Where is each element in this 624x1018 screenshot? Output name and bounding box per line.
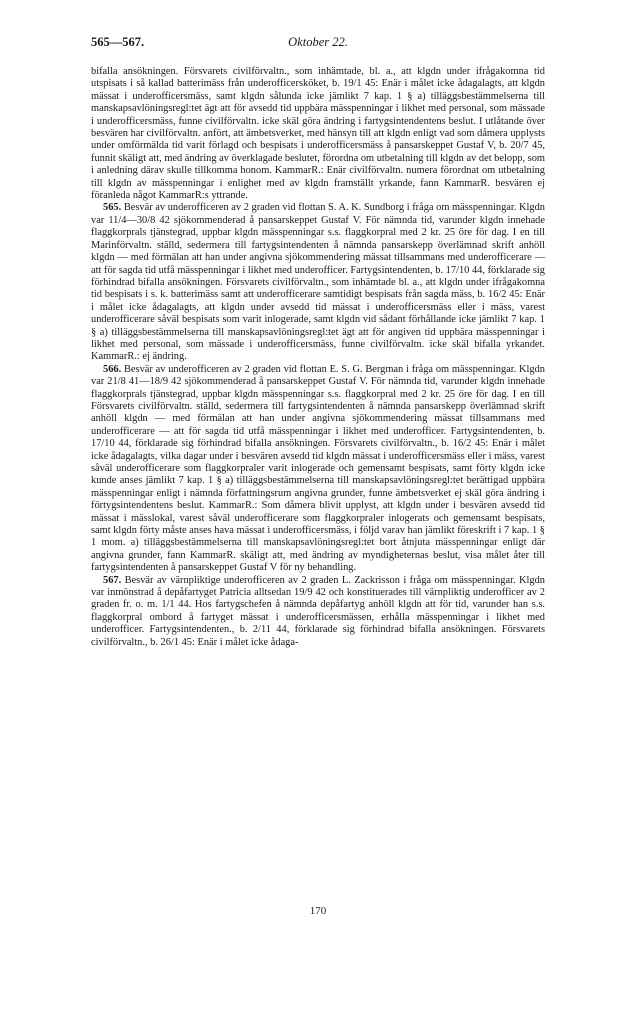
paragraph-text: Besvär av värnpliktige underofficeren av 2 graden L. Zackrisson i fråga om mässpenningar. Klgdn var inmönstrad å depåfartyget Patricia alltsedan 19/9 42 och konstituerades till värnpliktig underofficer av 2 graden fr. o. m. 1/1 44. Hos fartygschefen å nämnda depåfartyg anhöll klgdn att för tid, varunder han s.s. flaggkorpral ombord å fartyget mässat i underofficersmässen, erhålla mässpenningar i likhet med underofficer. Fartygsintendenten., b. 2/11 44, förklarade sig förhindrad bifalla ansökningen. Försvarets civilförvaltn., b. 26/1 45: Enär i målet icke ådaga-: [91, 574, 545, 648]
paragraph-case-567: [91, 575, 545, 649]
header-title: Oktober 22.: [288, 35, 348, 49]
paragraph-case-566: [91, 364, 545, 575]
paragraph-case-565: [91, 202, 545, 363]
page-footer-number: 170: [309, 905, 327, 917]
paragraph-text: Besvär av underofficeren av 2 graden vid flottan E. S. G. Bergman i fråga om mässpenningar. Klgdn var 21/8 41—18/9 42 sjökommenderad å pansarskeppet Gustaf V. För nämnda tid, varunder klgdn innehade flaggkorprals tjänstegrad, uppbar klgdn mässpenningar s.s. flaggkorpral med 2 kr. 25 öre för dag. I en till Försvarets civilförvaltn. ställd, sedermera till fartygsintendenten å nämnda pansarskepp överlämnad skrift anhöll klgdn — med förmälan att han under angivna sjökommendering mässat tillsammans med underofficerare — att för sagda tid utfå mässpenningar i likhet med underofficer. Fartygsintendenten, b. 17/10 44, förklarade sig förhindrad bifalla ansökningen. Försvarets civilförvaltn., b. 16/2 45: Enär i målet icke ådagalagts, vilka dagar under i besvären avsedd tid klgdn mässat i underofficersmäss eller i mäss, varest såväl underofficerare som flaggkorpraler varit inlogerade och gemensamt bespisats, samt förty klgdn icke kunde anses jämlikt 7 kap. 1 § a) tilläggsbestämmelserna till manskapsavlöningsregl:tet berättigad uppbära mässpenningar enligt i nämnda författningsrum angivna grunder, funne ämbetsverket ej skäl göra ändring i förtygsintendentens beslut. KammarR.: Som dåmera blivit upplyst, att klgdn under i besvären avsedd tid mässat i mässlokal, varest såväl underofficerare som flaggkorpraler inlogerats och gemensamt bespisats, samt klgdn förty måste anses hava mässat i underofficersmäss, i följd varav han jämlikt föreskrift i 7 kap. 1 § 1 mom. a) tilläggsbestämmelserna till manskapsavlöningsregl:tet bort åtnjuta mässpenningar enligt där angivna grunder, fann KammarR. skäligt att, med ändring av myndigheternas beslut, visa målet åter till fartygsintendenten å pansarskeppet Gustaf V för ny behandling.: [91, 363, 545, 574]
paragraph-text: Besvär av underofficeren av 2 graden vid flottan S. A. K. Sundborg i fråga om mässpenningar. Klgdn var 11/4—30/8 42 sjökommenderad å pansarskeppet Gustaf V. För nämnda tid, varunder klgdn innehade flaggkorprals tjänstegrad, uppbar klgdn mässpenningar s.s. flaggkorpral med 2 kr. 25 öre för dag. I en till Marinförvaltn. ställd, sedermera till fartygsintendenten å nämnda pansarskepp överlämnad skrift anhöll klgdn — med förmälan att han under angivna sjökommendering mässat tillsammans med underofficerare — att för sagda tid utfå mässpenningar i likhet med underofficer. Fartygsintendenten, b. 17/10 44, förklarade sig förhindrad bifalla ansökningen. Försvarets civilförvaltn., som inhämtade bl. a., att klgdn under ifrågakomna tid bespisats i s. k. batterimäss samt att underofficerare samtidigt bespisats från sagda mäss, b. 16/2 45: Enär i målet icke ådagalagts, att klgdn under avsedd tid mässat i underofficersmäss eller i mäss, varest underofficerare såväl bespisats som varit inlogerade, samt klgdn vid sådant förhållande icke jämlikt 7 kap. 1 § a) tilläggsbestämmelserna till manskapsavlöningsregl:tet ägt att för angiven tid uppbära mässpenningar i likhet med personal, som mässade i underofficersmäss, funne civilförvaltn. icke skäl bifalla yrkandet. KammarR.: ej ändring.: [91, 202, 545, 363]
paragraph-number: 567.: [103, 574, 122, 586]
page-header: [91, 35, 545, 53]
paragraph-continuation: [91, 66, 545, 202]
document-body: [91, 66, 545, 649]
paragraph-number: 566.: [103, 363, 122, 375]
paragraph-text: bifalla ansökningen. Försvarets civilförvaltn., som inhämtade, bl. a., att klgdn under ifrågakomna tid utspisats i så kallad batterimäss från underofficersköket, b. 19/1 45: Enär i målet icke ådagalagts, att klgdn mässat i underofficersmäss, samt klgdn sålunda icke jämlikt 7 kap. 1 § a) tilläggsbestämmelserna till manskapsavlöningsregl:tet ägt att för avsedd tid uppbära mässpenningar i likhet med personal, som mässade i underofficersmäss, funne civilförvaltn. icke skäl göra ändring i fartygsintendentens beslut. I utlåtande över besvären har civilförvaltn. anfört, att ämbetsverket, med hänsyn till att klgdn enligt vad som dåmera upplysts under omförmälda tid varit förlagd och bespisats i underofficersmäss å pansarskeppet Gustaf V, b. 20/7 45, funnit skäligt att, med ändring av överklagade beslutet, förordna om utbetalning till klgdn av det belopp, som i anledning därav skulle tillkomma honom. KammarR.: Enär civilförvaltn. numera förordnat om utbetalning till klgdn av mässpenningar i enlighet med av klgdn framställt yrkande, fann KammarR. besvären ej föranleda något KammarR:s yttrande.: [91, 66, 545, 202]
paragraph-number: 565.: [103, 202, 122, 214]
header-page-numbers: 565—567.: [91, 35, 145, 49]
